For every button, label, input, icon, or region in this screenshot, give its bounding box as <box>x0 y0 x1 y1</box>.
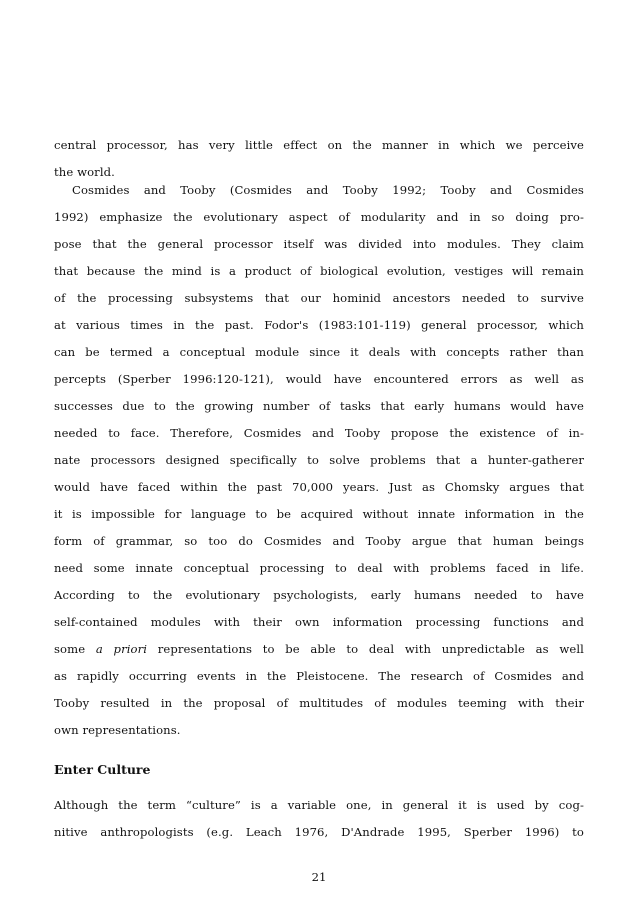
text-span: representations to be able to deal with unpredictable as well <box>147 642 584 656</box>
section-heading: Enter Culture <box>54 762 151 777</box>
italic-term-a-priori: a priori <box>95 642 148 656</box>
text-line: as rapidly occurring events in the Pleistocene. The research of Cosmides and <box>54 669 584 683</box>
text-line: needed to face. Therefore, Cosmides and Tooby propose the existence of in- <box>54 426 584 440</box>
text-line: form of grammar, so too do Cosmides and Tooby argue that human beings <box>54 534 584 548</box>
text-line-a-priori <box>54 642 584 656</box>
text-line: successes due to the growing number of tasks that early humans would have <box>54 399 584 413</box>
text-line: of the processing subsystems that our hominid ancestors needed to survive <box>54 291 584 305</box>
text-line: would have faced within the past 70,000 years. Just as Chomsky argues that <box>54 480 584 494</box>
page-number: 21 <box>311 870 327 884</box>
text-span: some <box>54 642 96 656</box>
text-line: self-contained modules with their own information processing functions and <box>54 615 584 629</box>
text-line: Although the term “culture” is a variable one, in general it is used by cog- <box>54 798 584 812</box>
text-line: pose that the general processor itself was divided into modules. They claim <box>54 237 584 251</box>
text-line: central processor, has very little effect on the manner in which we perceive <box>54 138 584 152</box>
text-line: nate processors designed specifically to solve problems that a hunter-gatherer <box>54 453 584 467</box>
text-line: own representations. <box>54 723 181 737</box>
text-line: Tooby resulted in the proposal of multitudes of modules teeming with their <box>54 696 584 710</box>
text-line: nitive anthropologists (e.g. Leach 1976, D'Andrade 1995, Sperber 1996) to <box>54 825 584 839</box>
text-line: percepts (Sperber 1996:120-121), would have encountered errors as well as <box>54 372 584 386</box>
text-line: at various times in the past. Fodor's (1983:101-119) general processor, which <box>54 318 584 332</box>
text-line: 1992) emphasize the evolutionary aspect of modularity and in so doing pro- <box>54 210 584 224</box>
text-line: it is impossible for language to be acquired without innate information in the <box>54 507 584 521</box>
text-line: According to the evolutionary psychologists, early humans needed to have <box>54 588 584 602</box>
text-line: Cosmides and Tooby (Cosmides and Tooby 1992; Tooby and Cosmides <box>72 183 584 197</box>
text-line: the world. <box>54 165 115 179</box>
text-line: need some innate conceptual processing to deal with problems faced in life. <box>54 561 584 575</box>
text-line: can be termed a conceptual module since it deals with concepts rather than <box>54 345 584 359</box>
text-line: that because the mind is a product of biological evolution, vestiges will remain <box>54 264 584 278</box>
